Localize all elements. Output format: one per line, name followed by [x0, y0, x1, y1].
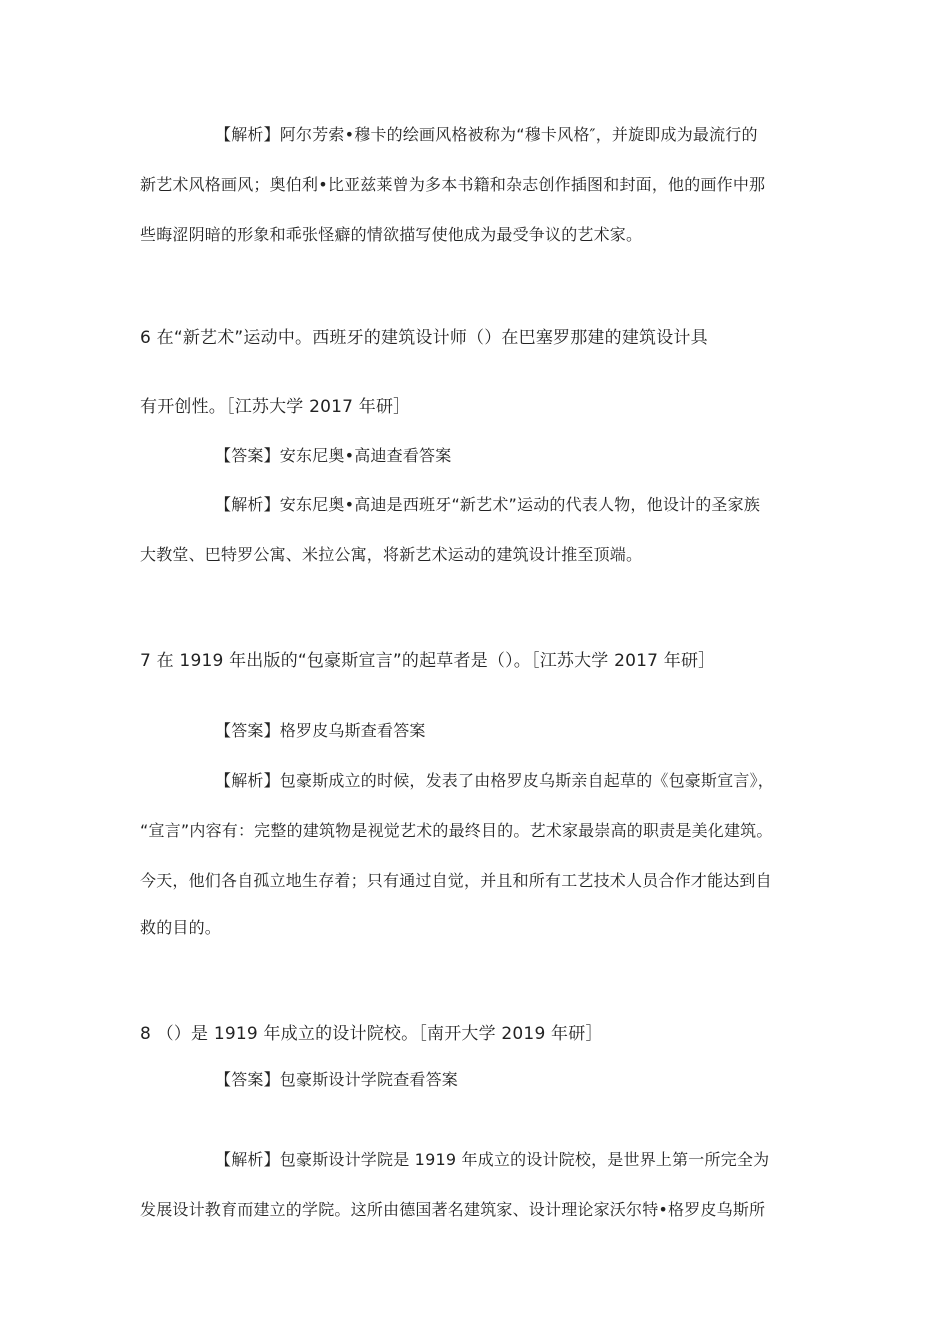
analysis-6-line-2: 大教堂、巴特罗公寓、米拉公寓，将新艺术运动的建筑设计推至顶端。 [140, 545, 643, 564]
question-7: 7 在 1919 年出版的“包豪斯宣言”的起草者是（）。［江苏大学 2017 年研］ [140, 651, 716, 671]
analysis-7-line-3: 今天，他们各自孤立地生存着；只有通过自觉，并且和所有工艺技术人员合作才能达到自 [140, 871, 772, 890]
answer-8: 【答案】包豪斯设计学院查看答案 [215, 1070, 459, 1089]
analysis-8-line-2: 发展设计教育而建立的学院。这所由德国著名建筑家、设计理论家沃尔特•格罗皮乌斯所 [140, 1200, 766, 1219]
analysis-7-line-4: 救的目的。 [140, 918, 222, 937]
analysis-5-line-1: 【解析】阿尔芳索•穆卡的绘画风格被称为“穆卡风格″，并旋即成为最流行的 [215, 125, 758, 144]
analysis-8-line-1: 【解析】包豪斯设计学院是 1919 年成立的设计院校，是世界上第一所完全为 [215, 1150, 770, 1169]
question-6-line-2: 有开创性。［江苏大学 2017 年研］ [140, 397, 411, 417]
analysis-7-line-2: “宣言”内容有：完整的建筑物是视觉艺术的最终目的。艺术家最崇高的职责是美化建筑。 [140, 821, 773, 840]
question-8: 8 （）是 1919 年成立的设计院校。［南开大学 2019 年研］ [140, 1024, 603, 1044]
analysis-5-line-3: 些晦涩阴暗的形象和乖张怪癖的情欲描写使他成为最受争议的艺术家。 [140, 225, 643, 244]
analysis-5-line-2: 新艺术风格画风；奥伯利•比亚兹莱曾为多本书籍和杂志创作插图和封面，他的画作中那 [140, 175, 766, 194]
analysis-7-line-1: 【解析】包豪斯成立的时候，发表了由格罗皮乌斯亲自起草的《包豪斯宣言》， [215, 771, 775, 790]
question-6-line-1: 6 在“新艺术”运动中。西班牙的建筑设计师（）在巴塞罗那建的建筑设计具 [140, 328, 708, 348]
answer-7: 【答案】格罗皮乌斯查看答案 [215, 721, 426, 740]
analysis-6-line-1: 【解析】安东尼奥•高迪是西班牙“新艺术”运动的代表人物，他设计的圣家族 [215, 495, 761, 514]
answer-6: 【答案】安东尼奥•高迪查看答案 [215, 446, 452, 465]
